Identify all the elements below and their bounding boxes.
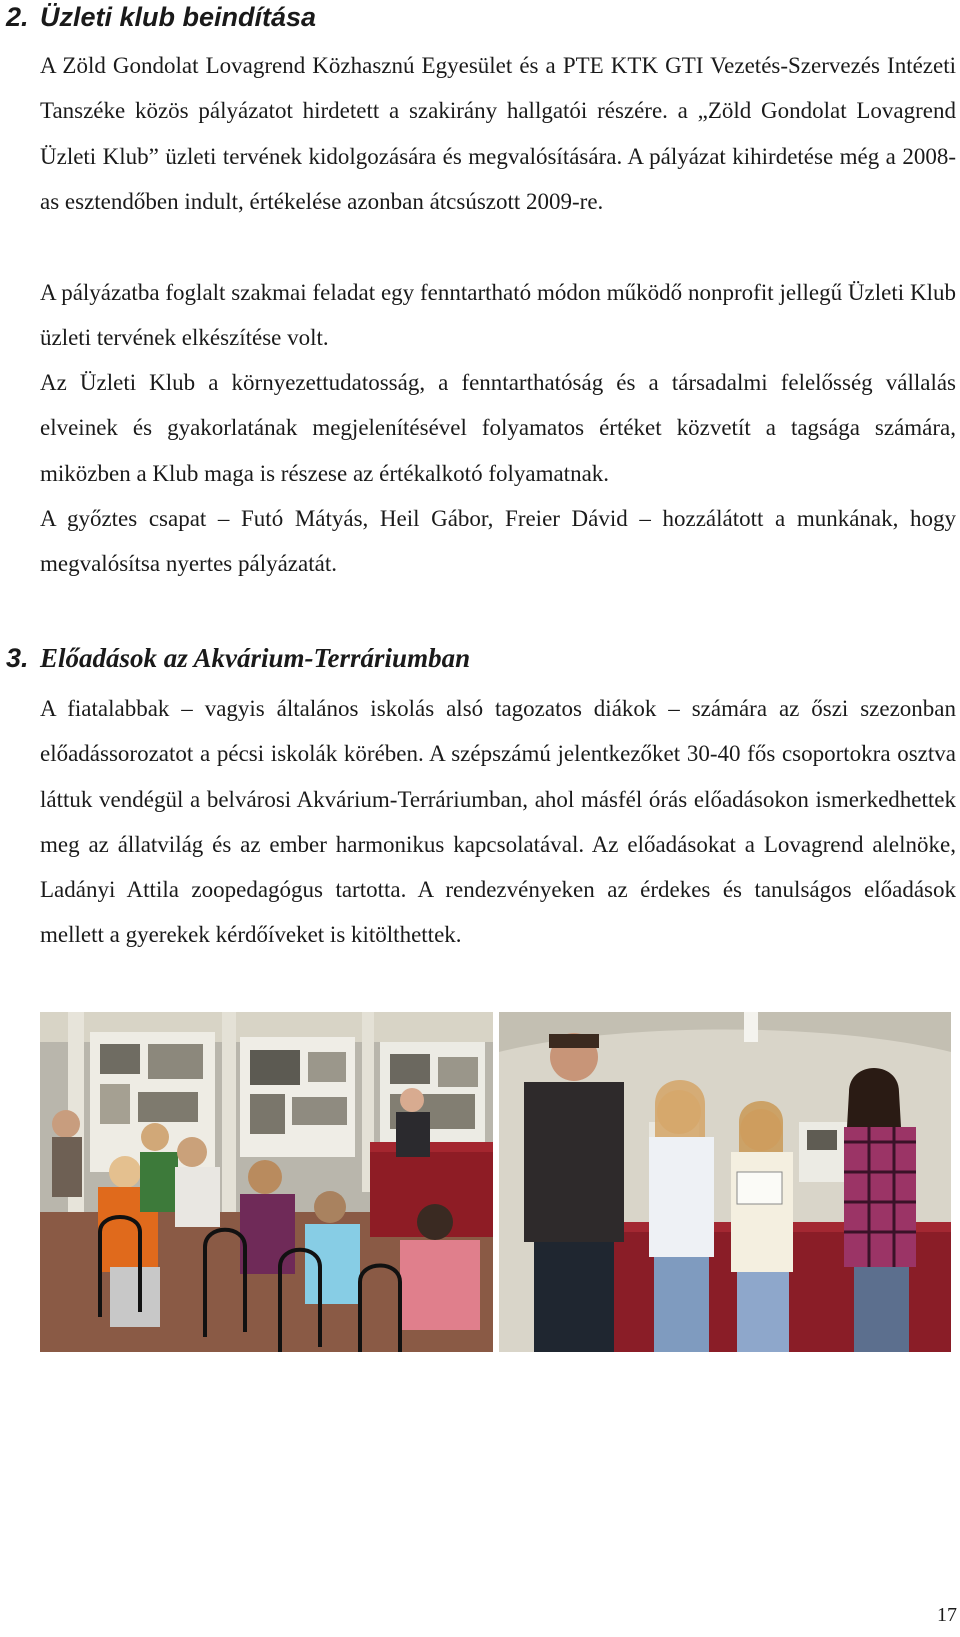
- photo-presenter-with-girls-image: [499, 1012, 951, 1352]
- section-number: 3.: [6, 643, 29, 673]
- photo-presenter-with-girls: [499, 1012, 951, 1352]
- photo-children-audience: [40, 1012, 493, 1352]
- page-number: 17: [937, 1604, 957, 1626]
- section-title: Előadások az Akvárium-Terráriumban: [40, 643, 471, 673]
- paragraph: A fiatalabbak – vagyis általános iskolás alsó tagozatos diákok – számára az őszi szezonban előadássorozatot a pécsi iskolák körében. A szépszámú jelentkezőket 30-40 fős csoportokra osztva láttuk vendégül a belvárosi Akvárium-Terráriumban, ahol másfél órás előadásokon ismerkedhettek meg az állatvilág és az ember harmonikus kapcsolatával. Az előadásokat a Lovagrend alelnöke, Ladányi Attila zoopedagógus tartotta. A rendezvényeken az érdekes és tanulságos előadások mellett a gyerekek kérdőíveket is kitölthettek.: [40, 696, 956, 948]
- photo-children-audience-image: [40, 1012, 493, 1352]
- paragraph: A győztes csapat – Futó Mátyás, Heil Gábor, Freier Dávid – hozzálátott a munkának, hogy megvalósítsa nyertes pályázatát.: [40, 506, 956, 577]
- paragraph: Az Üzleti Klub a környezettudatosság, a fenntarthatóság és a társadalmi felelősség vállalás elveinek és gyakorlatának megjelenítésével folyamatos értéket közvetít a tagsága számára, miközben a Klub maga is részese az értékalkotó folyamatnak.: [40, 370, 956, 486]
- section-title: Üzleti klub beindítása: [40, 2, 317, 32]
- section-heading-uzleti-klub: [6, 0, 316, 34]
- section-number: 2.: [6, 2, 29, 32]
- paragraph: A Zöld Gondolat Lovagrend Közhasznú Egyesület és a PTE KTK GTI Vezetés-Szervezés Intézeti Tanszéke közös pályázatot hirdetett a szakirány hallgatói részére. a „Zöld Gondolat Lovagrend Üzleti Klub” üzleti tervének kidolgozására és megvalósítására. A pályázat kihirdetése még a 2008-as esztendőben indult, értékelése azonban átcsúszott 2009-re.: [40, 53, 956, 214]
- paragraph: A pályázatba foglalt szakmai feladat egy fenntartható módon működő nonprofit jellegű Üzleti Klub üzleti tervének elkészítése volt.: [40, 280, 956, 351]
- section-heading-eloadasok: [6, 641, 470, 675]
